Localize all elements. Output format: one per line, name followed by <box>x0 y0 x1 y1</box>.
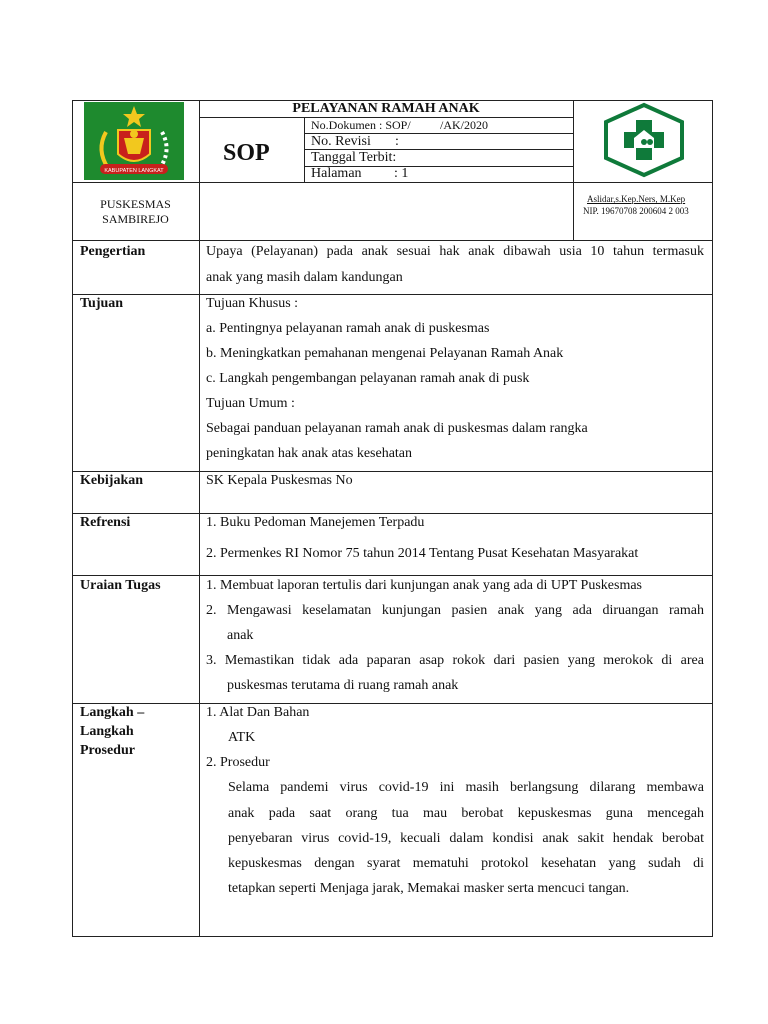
langkah-line: 2. Prosedur <box>206 755 270 770</box>
puskesmas-logo <box>600 102 688 178</box>
label-refrensi: Refrensi <box>80 515 131 530</box>
tujuan-line: b. Meningkatkan pemahanan mengenai Pelayanan Ramah Anak <box>206 346 564 361</box>
sop-document <box>72 100 713 937</box>
document-title: PELAYANAN RAMAH ANAK <box>292 101 480 116</box>
signer-nip: NIP. 19670708 200604 2 003 <box>583 206 689 216</box>
revision-value: : <box>395 134 399 149</box>
row-divider-tujuan <box>72 294 713 295</box>
uraian-line: 2. Mengawasi keselamatan kunjungan pasien anak yang ada diruangan ramah <box>206 603 704 618</box>
label-pengertian: Pengertian <box>80 244 146 259</box>
uraian-line: anak <box>227 628 254 643</box>
revision-label: No. Revisi <box>311 134 371 149</box>
tujuan-line: Tujuan Umum : <box>206 396 295 411</box>
tujuan-line: c. Langkah pengembangan pelayanan ramah anak di pusk <box>206 371 530 386</box>
puskesmas-hexagon-cross-icon <box>600 102 688 178</box>
langkah-line: ATK <box>228 730 256 745</box>
tujuan-line: Sebagai panduan pelayanan ramah anak di puskesmas dalam rangka <box>206 421 588 436</box>
refrensi-line: 1. Buku Pedoman Manejemen Terpadu <box>206 515 425 530</box>
label-langkah-2: Langkah <box>80 724 134 739</box>
header-divider <box>72 182 713 183</box>
tujuan-line: Tujuan Khusus : <box>206 296 299 311</box>
kabupaten-langkat-logo <box>84 102 184 180</box>
logo-column-divider <box>573 100 574 240</box>
tujuan-line: peningkatan hak anak atas kesehatan <box>206 446 413 461</box>
kebijakan-line: SK Kepala Puskesmas No <box>206 473 353 488</box>
doc-number-suffix: /AK/2020 <box>440 118 488 132</box>
pengertian-line: anak yang masih dalam kandungan <box>206 270 403 285</box>
label-tujuan: Tujuan <box>80 296 124 311</box>
langkah-line: 1. Alat Dan Bahan <box>206 705 310 720</box>
refrensi-line: 2. Permenkes RI Nomor 75 tahun 2014 Tentang Pusat Kesehatan Masyarakat <box>206 546 639 561</box>
uraian-line: puskesmas terutama di ruang ramah anak <box>227 678 459 693</box>
uraian-line: 3. Memastikan tidak ada paparan asap rokok dari pasien yang merokok di area <box>206 653 704 668</box>
org-name-line2: SAMBIREJO <box>102 212 169 226</box>
issue-date-label: Tanggal Terbit: <box>311 150 397 165</box>
uraian-line: 1. Membuat laporan tertulis dari kunjungan anak yang ada di UPT Puskesmas <box>206 578 642 593</box>
row-divider-kebijakan <box>72 471 713 472</box>
pengertian-line: Upaya (Pelayanan) pada anak sesuai hak anak dibawah usia 10 tahun termasuk <box>206 244 704 259</box>
row-divider-refrensi <box>72 513 713 514</box>
signer-name: Aslidar,s.Kep.Ners, M.Kep <box>587 194 686 204</box>
label-kebijakan: Kebijakan <box>80 473 144 488</box>
langkah-line: Selama pandemi virus covid-19 ini masih berlangsung dilarang membawa <box>228 780 704 795</box>
org-name-line1: PUSKESMAS <box>100 197 171 211</box>
label-uraian-tugas: Uraian Tugas <box>80 578 161 593</box>
langkah-line: penyebaran virus covid-19, kecuali dalam kondisi anak sakit hendak berobat <box>228 831 704 846</box>
langkah-line: tetapkan seperti Menjaga jarak, Memakai masker serta mencuci tangan. <box>228 881 630 896</box>
label-column-divider <box>199 100 200 937</box>
sop-label: SOP <box>223 140 270 166</box>
langkah-line: kepuskesmas dengan syarat mematuhi protokol kesehatan yang sudah di <box>228 856 704 871</box>
left-logo-caption: KABUPATEN LANGKAT <box>104 168 164 174</box>
kabupaten-langkat-emblem-icon <box>84 102 184 180</box>
row-divider-uraian <box>72 575 713 576</box>
row-divider-pengertian <box>72 240 713 241</box>
label-langkah-1: Langkah – <box>80 705 145 720</box>
doc-number-label: No.Dokumen : SOP/ <box>311 118 411 132</box>
page-value: : 1 <box>394 166 409 181</box>
label-langkah-3: Prosedur <box>80 743 135 758</box>
tujuan-line: a. Pentingnya pelayanan ramah anak di puskesmas <box>206 321 490 336</box>
langkah-line: anak pada saat orang tua mau berobat kepuskesmas guna mencegah <box>228 806 704 821</box>
row-divider-langkah <box>72 703 713 704</box>
page-label: Halaman <box>311 166 362 181</box>
